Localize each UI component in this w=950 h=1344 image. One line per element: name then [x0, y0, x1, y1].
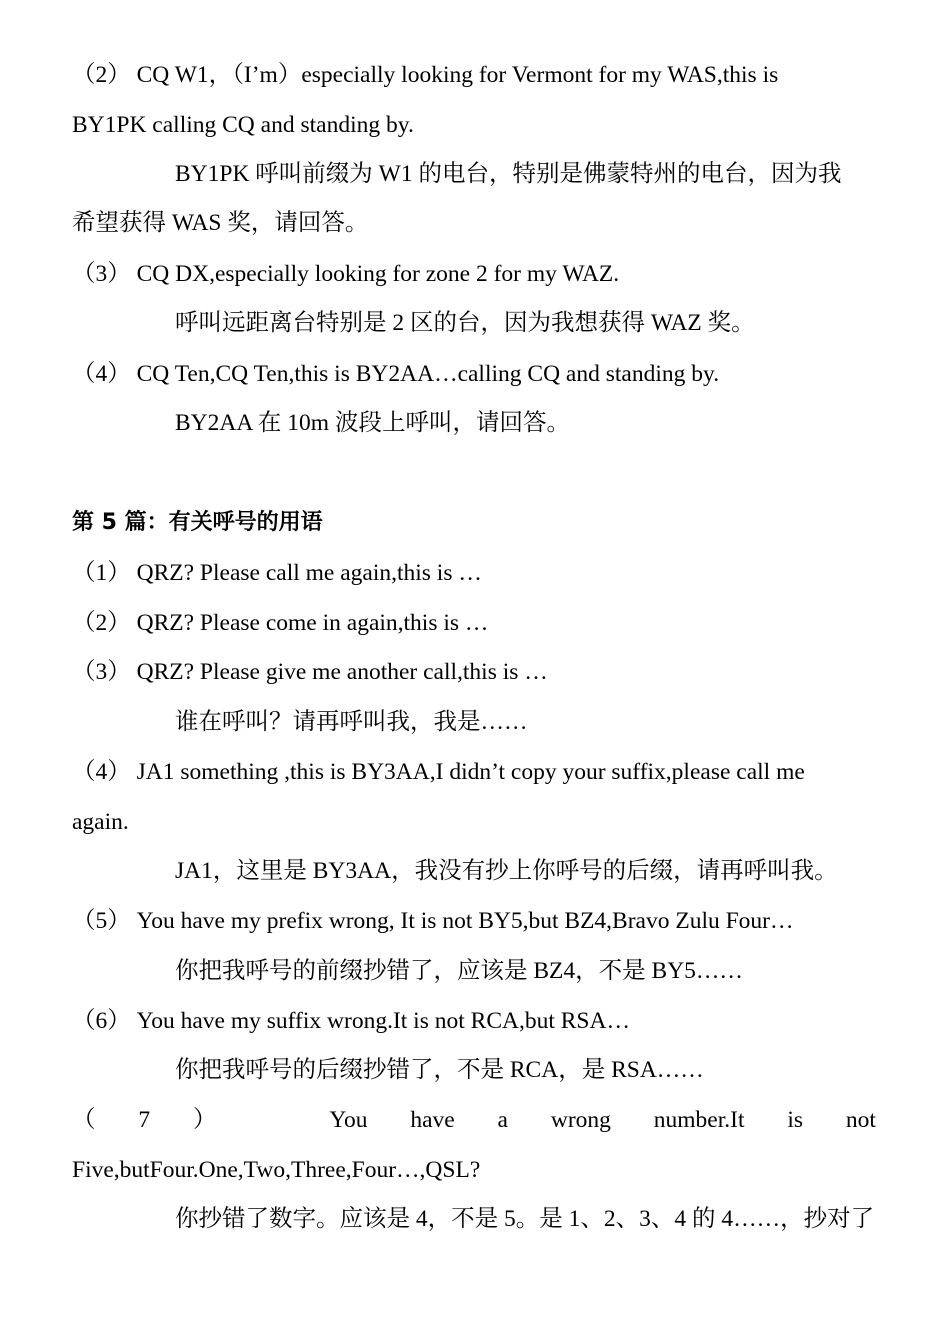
item-2-line-2: BY1PK calling CQ and standing by.: [72, 112, 414, 138]
s5-item-1: （1） QRZ? Please call me again,this is …: [72, 560, 482, 586]
s5-item-5: （5） You have my prefix wrong, It is not BY5,but BZ4,Bravo Zulu Four…: [72, 908, 794, 934]
s5-item-7-word: number.It: [653, 1107, 745, 1133]
s5-item-4-line-2: again.: [72, 809, 129, 835]
s5-item-7-word: You: [329, 1107, 368, 1133]
s5-item-7-word: is: [787, 1107, 804, 1133]
item-2-translation-line-2: 希望获得 WAS 奖，请回答。: [72, 210, 369, 236]
s5-item-7-word: not: [845, 1107, 876, 1133]
s5-item-6-translation: 你把我呼号的后缀抄错了，不是 RCA，是 RSA……: [175, 1057, 704, 1083]
item-2-translation-line-1: BY1PK 呼叫前缀为 W1 的电台，特别是佛蒙特州的电台，因为我: [175, 161, 842, 187]
s5-item-7-word: wrong: [550, 1107, 611, 1133]
s5-item-3: （3） QRZ? Please give me another call,this is …: [72, 659, 548, 685]
s5-item-7-line-2: Five,butFour.One,Two,Three,Four…,QSL?: [72, 1157, 481, 1183]
item-4: （4） CQ Ten,CQ Ten,this is BY2AA…calling CQ and standing by.: [72, 361, 720, 387]
s5-item-4-line-1: （4） JA1 something ,this is BY3AA,I didn’t copy your suffix,please call me: [72, 759, 805, 785]
s5-item-6: （6） You have my suffix wrong.It is not RCA,but RSA…: [72, 1008, 630, 1034]
item-2-line-1: （2） CQ W1，（I’m）especially looking for Vermont for my WAS,this is: [72, 62, 779, 88]
s5-item-7-word: have: [410, 1107, 455, 1133]
s5-item-3-translation: 谁在呼叫？请再呼叫我，我是……: [175, 709, 528, 735]
s5-item-7-word: a: [497, 1107, 508, 1133]
s5-item-7-word: （: [72, 1107, 96, 1133]
s5-item-7-word: ）: [192, 1107, 217, 1133]
item-3-translation: 呼叫远距离台特别是 2 区的台，因为我想获得 WAZ 奖。: [175, 310, 755, 336]
s5-item-5-translation: 你把我呼号的前缀抄错了，应该是 BZ4，不是 BY5……: [175, 958, 743, 984]
item-3: （3） CQ DX,especially looking for zone 2 for my WAZ.: [72, 261, 620, 287]
item-4-translation: BY2AA 在 10m 波段上呼叫，请回答。: [175, 410, 570, 436]
section-heading: 第 5 篇：有关呼号的用语: [72, 510, 323, 535]
s5-item-7-word: 7: [138, 1107, 151, 1133]
s5-item-7-translation: 你抄错了数字。应该是 4，不是 5。是 1、2、3、4 的 4……，抄对了: [175, 1206, 875, 1232]
s5-item-4-translation: JA1，这里是 BY3AA，我没有抄上你呼号的后缀，请再呼叫我。: [175, 858, 838, 884]
s5-item-2: （2） QRZ? Please come in again,this is …: [72, 610, 489, 636]
s5-item-7-line-1: [72, 1105, 876, 1135]
